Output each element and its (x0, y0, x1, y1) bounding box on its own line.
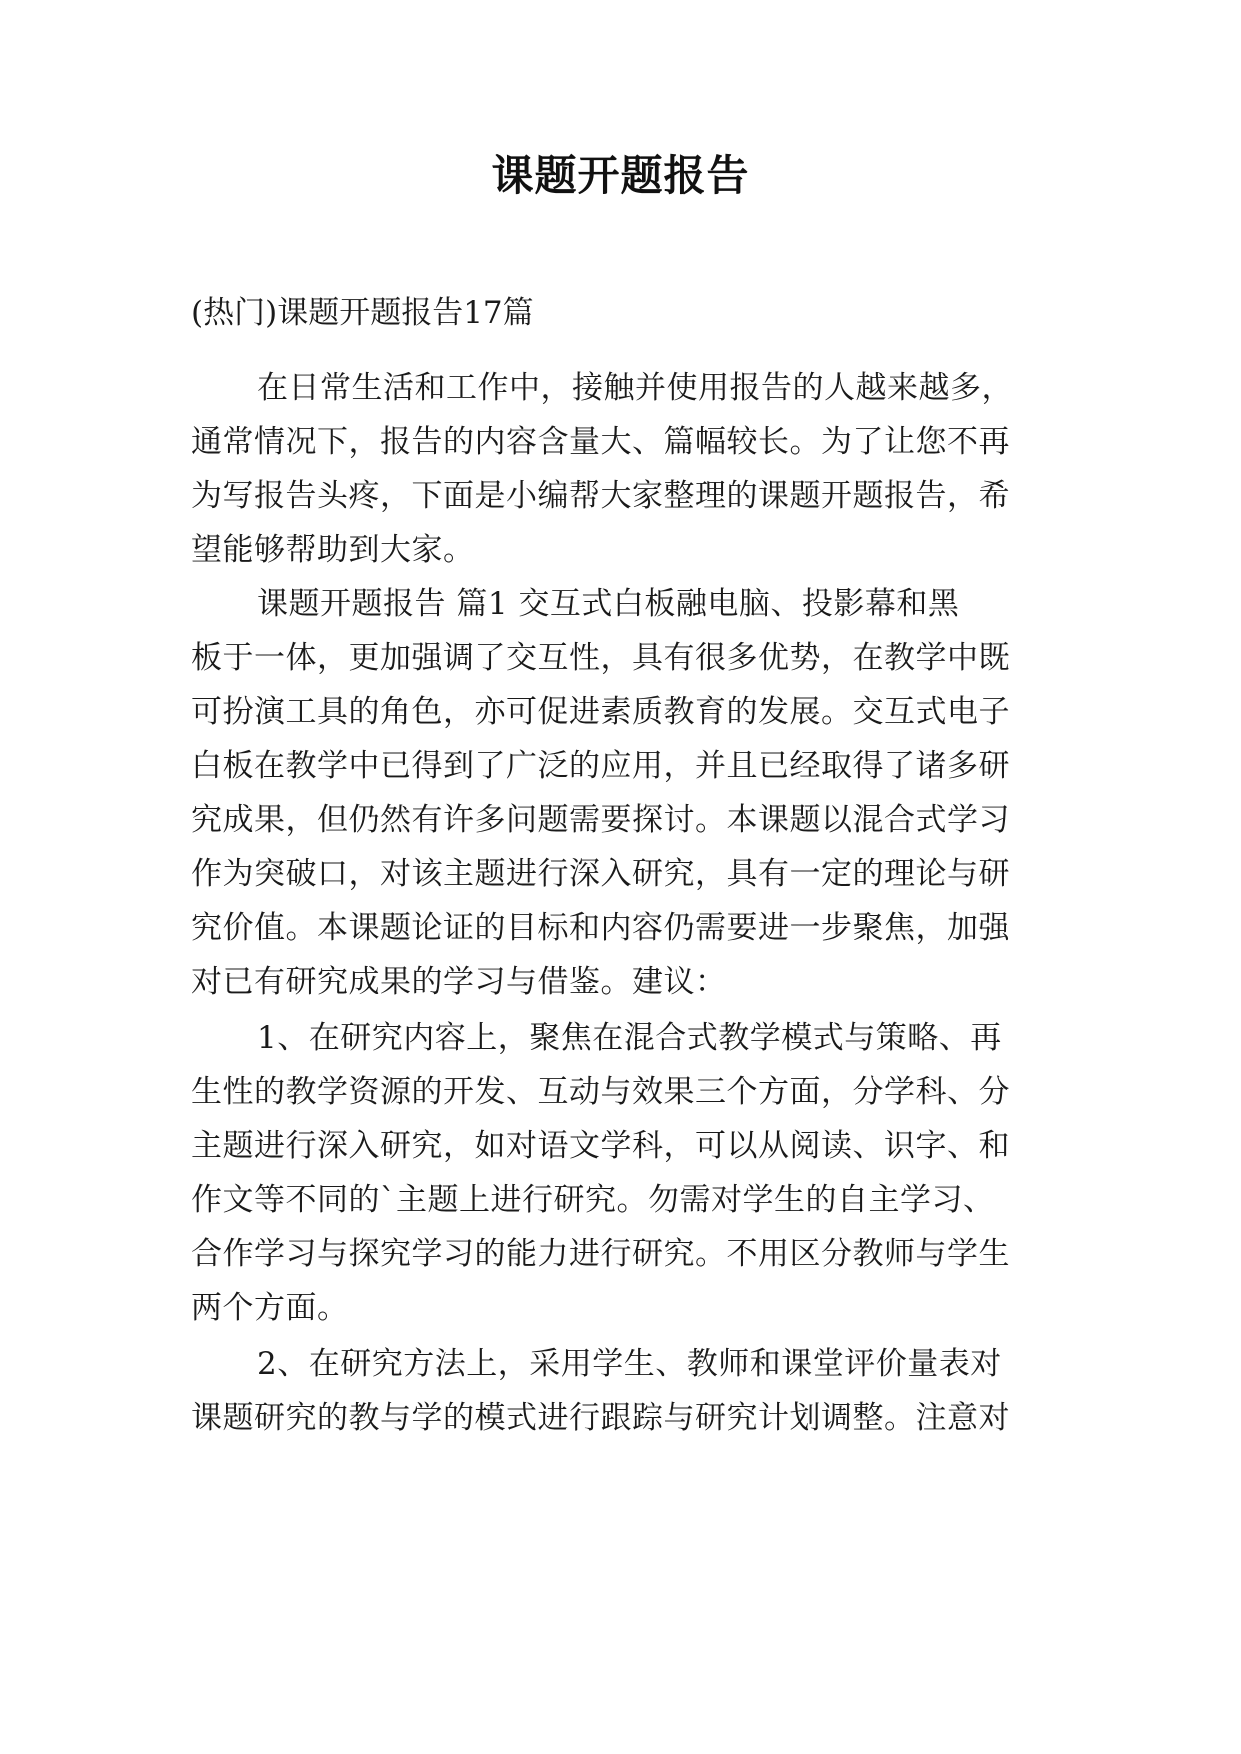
paragraph-line: 为写报告头疼，下面是小编帮大家整理的课题开题报告，希 (191, 478, 1010, 514)
paragraph-line: 1、在研究内容上，聚焦在混合式教学模式与策略、再 (257, 1020, 1002, 1056)
paragraph-line: 课题研究的教与学的模式进行跟踪与研究计划调整。注意对 (191, 1400, 1010, 1436)
paragraph-line: 作文等不同的`主题上进行研究。勿需对学生的自主学习、 (191, 1182, 995, 1218)
paragraph-line: 两个方面。 (191, 1290, 349, 1326)
document-subtitle: (热门)课题开题报告17篇 (191, 295, 534, 331)
paragraph-line: 可扮演工具的角色，亦可促进素质教育的发展。交互式电子 (191, 694, 1010, 730)
paragraph-line: 对已有研究成果的学习与借鉴。建议： (191, 964, 727, 1000)
paragraph-line: 生性的教学资源的开发、互动与效果三个方面，分学科、分 (191, 1074, 1010, 1110)
paragraph-line: 通常情况下，报告的内容含量大、篇幅较长。为了让您不再 (191, 424, 1010, 460)
paragraph-line: 板于一体，更加强调了交互性，具有很多优势，在教学中既 (191, 640, 1010, 676)
paragraph-line: 作为突破口，对该主题进行深入研究，具有一定的理论与研 (191, 856, 1010, 892)
paragraph-line: 课题开题报告 篇1 交互式白板融电脑、投影幕和黑 (257, 586, 960, 622)
paragraph-line: 白板在教学中已得到了广泛的应用，并且已经取得了诸多研 (191, 748, 1010, 784)
paragraph-line: 主题进行深入研究，如对语文学科，可以从阅读、识字、和 (191, 1128, 1010, 1164)
paragraph-line: 2、在研究方法上，采用学生、教师和课堂评价量表对 (257, 1346, 1002, 1382)
paragraph-line: 究价值。本课题论证的目标和内容仍需要进一步聚焦，加强 (191, 910, 1010, 946)
paragraph-line: 在日常生活和工作中，接触并使用报告的人越来越多， (257, 370, 1013, 406)
paragraph-line: 究成果，但仍然有许多问题需要探讨。本课题以混合式学习 (191, 802, 1010, 838)
paragraph-line: 合作学习与探究学习的能力进行研究。不用区分教师与学生 (191, 1236, 1010, 1272)
paragraph-line: 望能够帮助到大家。 (191, 532, 475, 568)
document-title: 课题开题报告 (491, 151, 750, 200)
